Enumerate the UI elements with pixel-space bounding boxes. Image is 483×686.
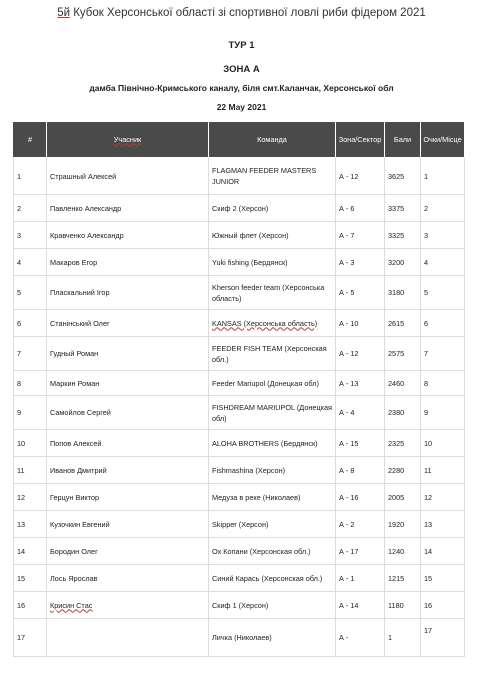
cell-place: 6: [421, 310, 465, 337]
header-team: Команда: [209, 122, 336, 158]
cell-zone: А - 15: [336, 430, 385, 457]
table-row: [14, 276, 465, 310]
cell-num: 16: [14, 592, 47, 619]
table-row: [14, 371, 465, 396]
cell-points: 2575: [385, 337, 421, 371]
cell-participant: Павленко Александр: [47, 195, 209, 222]
cell-points: 2325: [385, 430, 421, 457]
tour-heading: ТУР 1: [228, 40, 255, 51]
cell-place: 3: [421, 222, 465, 249]
cell-team: Kherson feeder team (Херсонська область): [209, 276, 336, 310]
cell-num: 5: [14, 276, 47, 310]
cell-place: 7: [421, 337, 465, 371]
cell-team-text: KANSAS (Херсонська область): [212, 318, 318, 328]
cell-participant: Страшный Алексей: [47, 158, 209, 195]
table-row: [14, 592, 465, 619]
cell-participant: Самойлов Сергей: [47, 396, 209, 430]
cell-num: 15: [14, 565, 47, 592]
cell-participant: Маркин Роман: [47, 371, 209, 396]
title-prefix: 5й: [57, 7, 71, 19]
cell-place: 16: [421, 592, 465, 619]
cell-team: Feeder Mariupol (Донецкая обл): [209, 371, 336, 396]
cell-zone: А - 17: [336, 538, 385, 565]
cell-team: FISHDREAM MARIUPOL (Донецкая обл): [209, 396, 336, 430]
cell-zone: А - 2: [336, 511, 385, 538]
cell-place: 4: [421, 249, 465, 276]
cell-points: 1: [385, 619, 421, 657]
header-participant: Учасник: [47, 122, 209, 158]
cell-place: 1: [421, 158, 465, 195]
table-row: [14, 310, 465, 337]
cell-num: 12: [14, 484, 47, 511]
cell-place: 13: [421, 511, 465, 538]
cell-team: FEEDER FISH TEAM (Херсонская обл.): [209, 337, 336, 371]
cell-zone: А - 10: [336, 310, 385, 337]
cell-points: 1240: [385, 538, 421, 565]
cell-team: Скиф 1 (Херсон): [209, 592, 336, 619]
table-row: [14, 158, 465, 195]
cell-participant: Кравченко Александр: [47, 222, 209, 249]
table-row: [14, 249, 465, 276]
table-row: [14, 195, 465, 222]
zone-heading: ЗОНА А: [223, 64, 260, 75]
cell-place: 17: [421, 619, 465, 657]
cell-num: 3: [14, 222, 47, 249]
results-table: [13, 121, 465, 657]
cell-team: Ох Копани (Херсонская обл.): [209, 538, 336, 565]
cell-place: 10: [421, 430, 465, 457]
cell-zone: А - 13: [336, 371, 385, 396]
cell-points: 2615: [385, 310, 421, 337]
header-points: Бали: [385, 122, 421, 158]
cell-participant: [47, 619, 209, 657]
cell-num: 14: [14, 538, 47, 565]
cell-zone: А - 7: [336, 222, 385, 249]
cell-zone: А - 3: [336, 249, 385, 276]
cell-place: 15: [421, 565, 465, 592]
cell-points: 3375: [385, 195, 421, 222]
cell-place: 11: [421, 457, 465, 484]
cell-place: 8: [421, 371, 465, 396]
table-row: [14, 511, 465, 538]
table-body: [14, 158, 465, 657]
cell-place: 2: [421, 195, 465, 222]
cell-num: 11: [14, 457, 47, 484]
cell-place: 12: [421, 484, 465, 511]
location-heading: дамба Північно-Кримського каналу, біля смт.Каланчак, Херсонської обл: [89, 83, 394, 93]
page-title: [0, 7, 483, 19]
cell-participant: Герцун Виктор: [47, 484, 209, 511]
cell-num: 2: [14, 195, 47, 222]
cell-zone: А - 16: [336, 484, 385, 511]
cell-num: 13: [14, 511, 47, 538]
cell-participant: Попов Алексей: [47, 430, 209, 457]
cell-num: 8: [14, 371, 47, 396]
table-header-row: [14, 122, 465, 158]
cell-zone: А - 4: [336, 396, 385, 430]
cell-team: Медуза в реке (Николаев): [209, 484, 336, 511]
cell-points: 1920: [385, 511, 421, 538]
cell-points: 3625: [385, 158, 421, 195]
cell-team: Южный флет (Херсон): [209, 222, 336, 249]
cell-num: 1: [14, 158, 47, 195]
cell-participant: Кузочкин Евгений: [47, 511, 209, 538]
cell-participant: Станінський Олег: [47, 310, 209, 337]
cell-place: 14: [421, 538, 465, 565]
cell-num: 4: [14, 249, 47, 276]
table-row: [14, 396, 465, 430]
cell-team: Скиф 2 (Херсон): [209, 195, 336, 222]
cell-participant: Иванов Дмитрий: [47, 457, 209, 484]
cell-team: Личка (Николаев): [209, 619, 336, 657]
cell-num: 9: [14, 396, 47, 430]
cell-place: 9: [421, 396, 465, 430]
cell-zone: А - 6: [336, 195, 385, 222]
cell-participant: Лось Ярослав: [47, 565, 209, 592]
table-row: [14, 484, 465, 511]
cell-points: 3200: [385, 249, 421, 276]
cell-team: Синий Карась (Херсонская обл.): [209, 565, 336, 592]
cell-zone: А - 12: [336, 337, 385, 371]
cell-points: 3325: [385, 222, 421, 249]
table-row: [14, 337, 465, 371]
cell-zone: А -: [336, 619, 385, 657]
cell-place: 5: [421, 276, 465, 310]
title-text: Кубок Херсонської області зі спортивної ловлі риби фідером 2021: [70, 7, 426, 19]
table-row: [14, 565, 465, 592]
cell-points: 2005: [385, 484, 421, 511]
cell-zone: А - 8: [336, 457, 385, 484]
cell-num: 17: [14, 619, 47, 657]
table-row: [14, 222, 465, 249]
cell-participant-text: Крисин Стас: [50, 600, 93, 610]
cell-team: Yuki fishing (Бердянск): [209, 249, 336, 276]
cell-participant: Бородин Олег: [47, 538, 209, 565]
header-place: Очки/Місце: [421, 122, 465, 158]
cell-participant: Макаров Егор: [47, 249, 209, 276]
table-row: [14, 619, 465, 657]
cell-team: [209, 310, 336, 337]
cell-team: FLAGMAN FEEDER MASTERS JUNIOR: [209, 158, 336, 195]
cell-zone: А - 1: [336, 565, 385, 592]
header-zone: Зона/Сектор: [336, 122, 385, 158]
cell-num: 7: [14, 337, 47, 371]
cell-points: 2380: [385, 396, 421, 430]
table-row: [14, 430, 465, 457]
cell-points: 2280: [385, 457, 421, 484]
table-row: [14, 538, 465, 565]
cell-zone: А - 14: [336, 592, 385, 619]
cell-team: Skipper (Херсон): [209, 511, 336, 538]
cell-participant: Гудный Роман: [47, 337, 209, 371]
header-num: #: [14, 122, 47, 158]
cell-participant: [47, 592, 209, 619]
cell-points: 3180: [385, 276, 421, 310]
date-heading: 22 May 2021: [216, 102, 267, 112]
cell-points: 1215: [385, 565, 421, 592]
cell-points: 1180: [385, 592, 421, 619]
cell-num: 10: [14, 430, 47, 457]
cell-num: 6: [14, 310, 47, 337]
cell-team: Fishmashina (Херсон): [209, 457, 336, 484]
cell-zone: А - 12: [336, 158, 385, 195]
cell-zone: А - 5: [336, 276, 385, 310]
cell-points: 2460: [385, 371, 421, 396]
table-row: [14, 457, 465, 484]
cell-participant: Пласкальний Ігор: [47, 276, 209, 310]
cell-team: ALOHA BROTHERS (Бердянск): [209, 430, 336, 457]
